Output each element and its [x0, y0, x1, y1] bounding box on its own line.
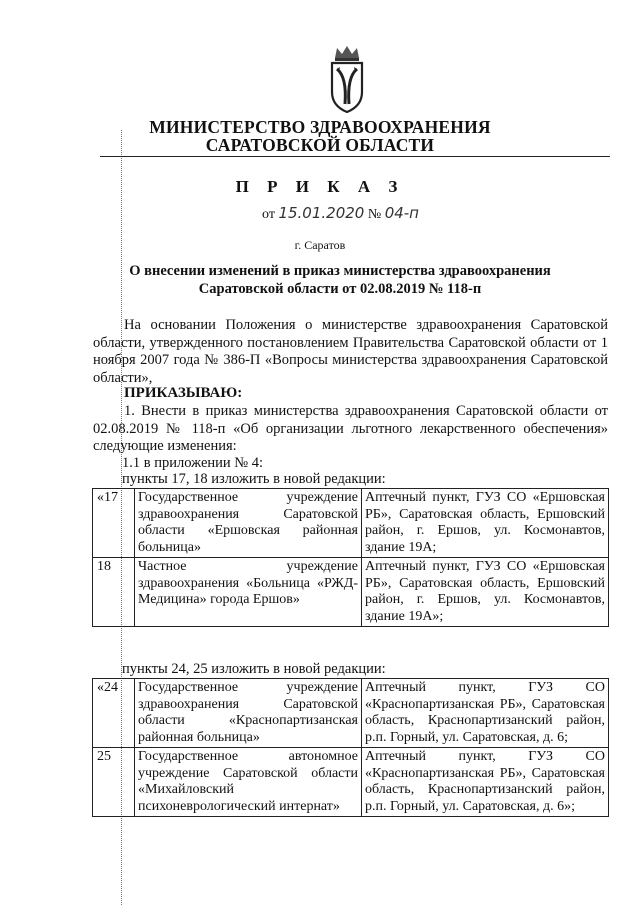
pharmacy-address: Аптечный пункт, ГУЗ СО «Краснопартизанская РБ», Саратовская область, Краснопартизанский район, р.п. Горный, ул. Саратовская, д. 6;	[362, 679, 609, 748]
section2-caption: пункты 24, 25 изложить в новой редакции:	[122, 661, 386, 677]
order-date-line	[262, 204, 419, 223]
decree-word: ПРИКАЗЫВАЮ:	[124, 385, 243, 401]
order-number: 04-п	[384, 204, 419, 222]
order-date: 15.01.2020	[278, 204, 365, 222]
pharmacy-address: Аптечный пункт, ГУЗ СО «Ершовская РБ», Саратовская область, Ершовский район, г. Ершов, ул. Космонавтов, здание 19А;	[362, 489, 609, 558]
point-number: 18	[93, 558, 135, 627]
table-row	[93, 558, 609, 627]
number-label: №	[367, 207, 382, 222]
item-1-1: 1.1 в приложении № 4:	[122, 455, 264, 471]
document-title: П Р И К А З	[235, 177, 405, 196]
point-number: «17	[93, 489, 135, 558]
points-table-2	[92, 678, 609, 817]
points-table-1	[92, 488, 609, 627]
header-divider	[100, 156, 610, 157]
subject-line1: О внесении изменений в приказ министерства здравоохранения	[129, 263, 551, 279]
table-row	[93, 489, 609, 558]
item-1-paragraph: 1. Внести в приказ министерства здравоохранения Саратовской области от 02.08.2019 № 118-п «Об организации льготного лекарственного обеспечения» следующие изменения:	[93, 403, 608, 454]
ministry-name-line1: МИНИСТЕРСТВО ЗДРАВООХРАНЕНИЯ	[149, 117, 491, 137]
saratov-coat-of-arms-icon	[327, 44, 367, 114]
point-number: «24	[93, 679, 135, 748]
city: г. Саратов	[294, 238, 346, 252]
order-subject	[90, 262, 590, 298]
pharmacy-address: Аптечный пункт, ГУЗ СО «Ершовская РБ», Саратовская область, Ершовский район, г. Ершов, ул. Космонавтов, здание 19А»;	[362, 558, 609, 627]
institution-name: Государственное учреждение здравоохранения Саратовской области «Ершовская районная больница»	[135, 489, 362, 558]
point-number: 25	[93, 748, 135, 817]
table-row	[93, 679, 609, 748]
subject-line2: Саратовской области от 02.08.2019 № 118-п	[198, 281, 482, 297]
table-row	[93, 748, 609, 817]
institution-name: Государственное учреждение здравоохранения Саратовской области «Краснопартизанская районная больница»	[135, 679, 362, 748]
pharmacy-address: Аптечный пункт, ГУЗ СО «Краснопартизанская РБ», Саратовская область, Краснопартизанский район, р.п. Горный, ул. Саратовская, д. 6»;	[362, 748, 609, 817]
from-label: от	[262, 207, 275, 222]
ministry-name-line2: САРАТОВСКОЙ ОБЛАСТИ	[205, 135, 435, 155]
section1-caption: пункты 17, 18 изложить в новой редакции:	[122, 471, 386, 487]
institution-name: Частное учреждение здравоохранения «Больница «РЖД-Медицина» города Ершов»	[135, 558, 362, 627]
preamble-paragraph: На основании Положения о министерстве здравоохранения Саратовской области, утвержденного постановлением Правительства Саратовской области от 1 ноября 2007 года № 386-П «Вопросы министерства здравоохранения Саратовской области»,	[93, 317, 608, 386]
institution-name: Государственное автономное учреждение Саратовской области «Михайловский психоневрологический интернат»	[135, 748, 362, 817]
